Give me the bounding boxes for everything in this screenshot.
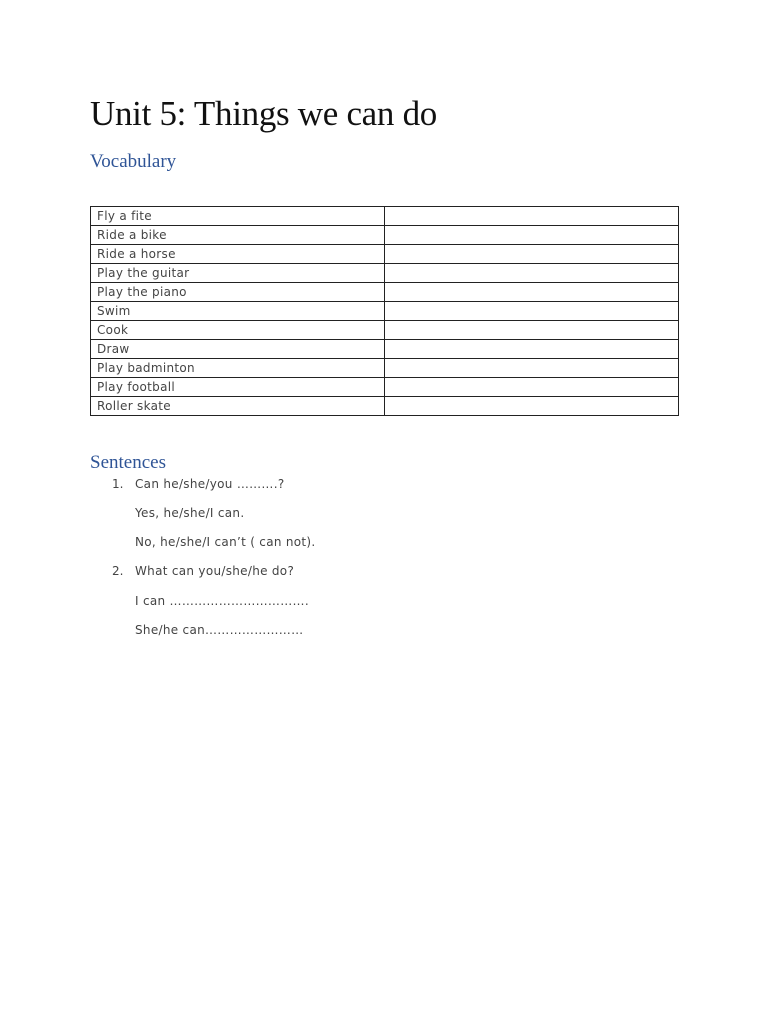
vocabulary-word: Cook (91, 321, 385, 340)
vocabulary-word: Play the guitar (91, 264, 385, 283)
sentence-answer: She/he can…………………… (135, 623, 304, 637)
table-row (91, 397, 679, 416)
translation-cell[interactable] (385, 207, 679, 226)
vocabulary-word: Play football (91, 378, 385, 397)
table-row (91, 226, 679, 245)
translation-cell[interactable] (385, 340, 679, 359)
sentence-question: Can he/she/you ……….? (135, 477, 285, 491)
translation-cell[interactable] (385, 302, 679, 321)
sentence-answer: I can ……………………………. (135, 594, 309, 608)
table-row (91, 321, 679, 340)
vocabulary-word: Play badminton (91, 359, 385, 378)
translation-cell[interactable] (385, 283, 679, 302)
vocabulary-word: Ride a horse (91, 245, 385, 264)
vocabulary-word: Ride a bike (91, 226, 385, 245)
sentences-heading: Sentences (90, 452, 166, 473)
vocabulary-word: Play the piano (91, 283, 385, 302)
vocabulary-heading: Vocabulary (90, 151, 177, 172)
sentence-answer: Yes, he/she/I can. (135, 506, 245, 520)
translation-cell[interactable] (385, 264, 679, 283)
table-row (91, 245, 679, 264)
translation-cell[interactable] (385, 359, 679, 378)
sentence-question: What can you/she/he do? (135, 564, 295, 578)
vocabulary-word: Swim (91, 302, 385, 321)
translation-cell[interactable] (385, 321, 679, 340)
table-row (91, 302, 679, 321)
page-title: Unit 5: Things we can do (90, 94, 437, 133)
list-number: 1. (112, 477, 124, 491)
vocabulary-word: Draw (91, 340, 385, 359)
translation-cell[interactable] (385, 397, 679, 416)
vocabulary-table (90, 206, 679, 416)
table-row (91, 378, 679, 397)
table-row (91, 359, 679, 378)
table-row (91, 264, 679, 283)
translation-cell[interactable] (385, 378, 679, 397)
translation-cell[interactable] (385, 226, 679, 245)
table-row (91, 283, 679, 302)
list-number: 2. (112, 564, 124, 578)
sentence-answer: No, he/she/I can’t ( can not). (135, 535, 316, 549)
vocabulary-word: Fly a fite (91, 207, 385, 226)
table-row (91, 207, 679, 226)
table-row (91, 340, 679, 359)
translation-cell[interactable] (385, 245, 679, 264)
vocabulary-word: Roller skate (91, 397, 385, 416)
